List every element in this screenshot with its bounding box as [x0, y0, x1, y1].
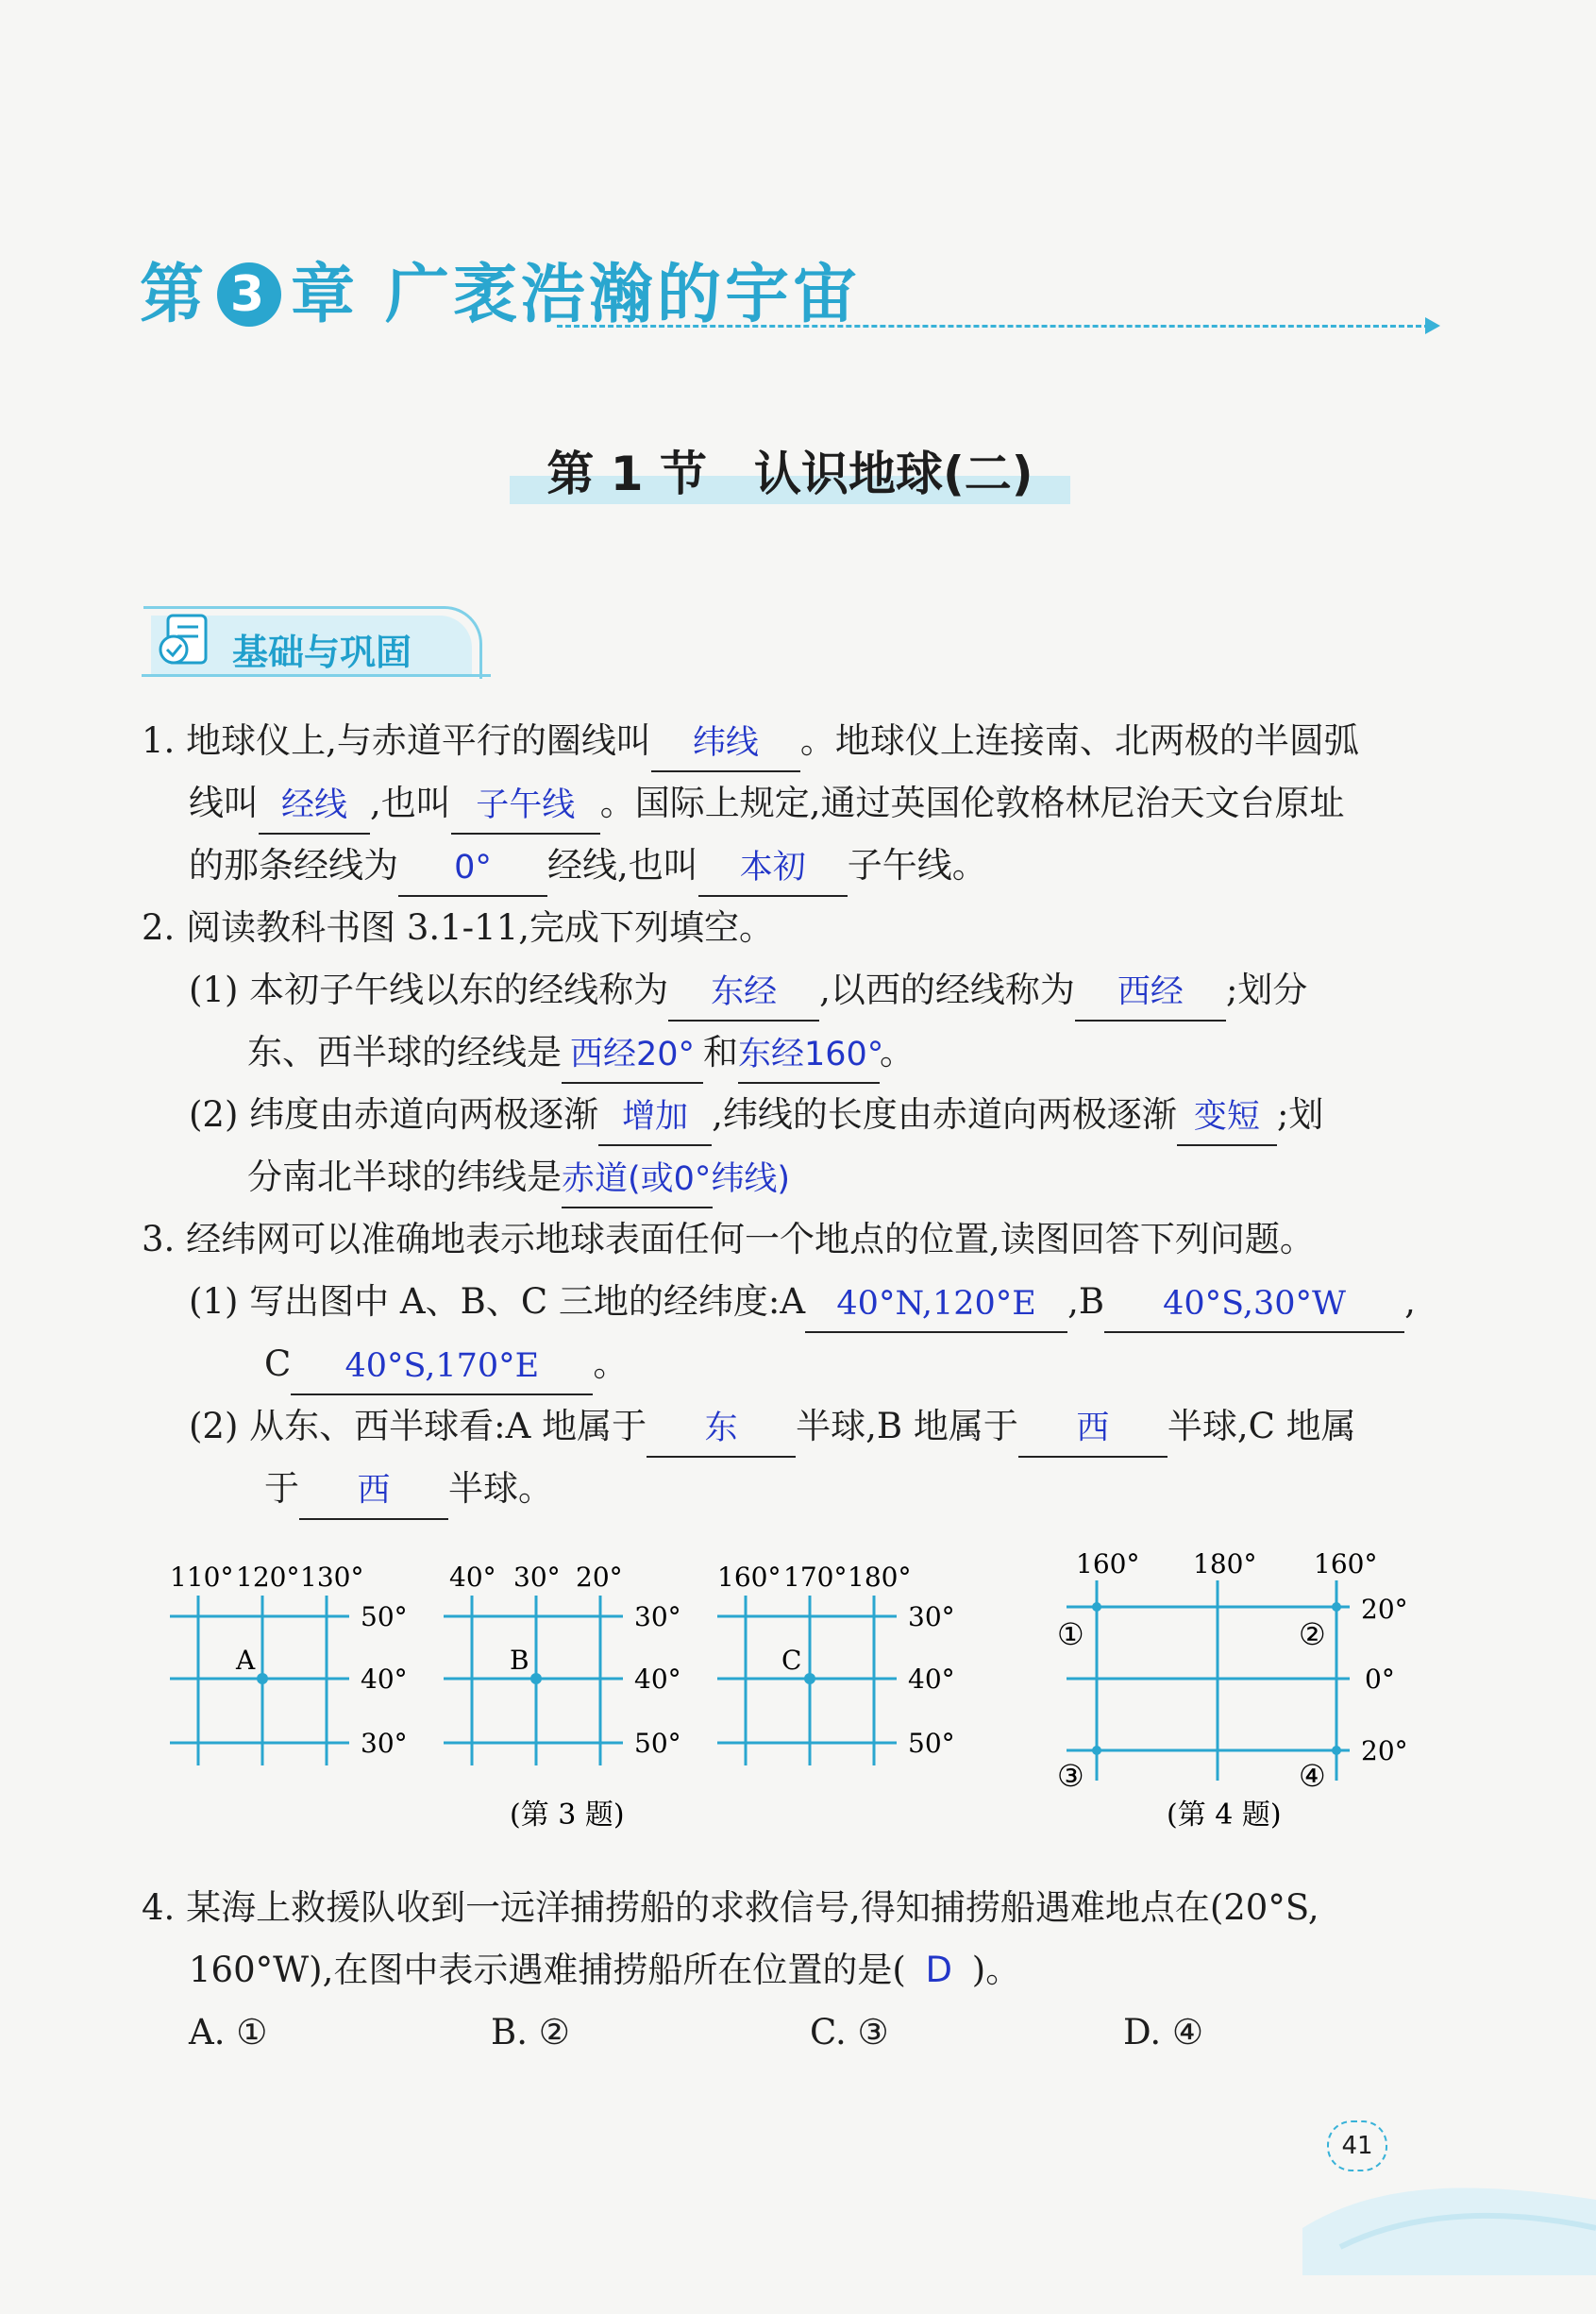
grid-c-right-label: 40° — [908, 1664, 955, 1695]
q1-answer-3: 子午线 — [476, 786, 576, 824]
grid-b-top-label: 30° — [513, 1562, 561, 1593]
q4-point-3-marker — [1092, 1746, 1101, 1755]
q1-blank-1 — [651, 723, 800, 772]
chapter-prefix: 第 — [140, 258, 209, 332]
q3-blank-3 — [291, 1346, 593, 1395]
q3-part2-line2 — [264, 1458, 553, 1520]
q3-part2-line1 — [189, 1395, 1356, 1458]
q4-answer: D — [925, 1950, 953, 1990]
q4-right-label: 20° — [1361, 1594, 1408, 1625]
grid-c-right-label: 30° — [908, 1601, 955, 1632]
q1-blank-2 — [259, 785, 370, 835]
q1-answer-4: 0° — [454, 849, 492, 887]
q1-text: 经线,也叫 — [547, 845, 698, 886]
grid-c-right-label: 50° — [908, 1728, 955, 1759]
q2-answer-5: 增加 — [622, 1098, 689, 1136]
q2-answer-6: 变短 — [1193, 1098, 1260, 1136]
q4-text: )。 — [971, 1950, 1021, 1990]
q2-text: 和 — [703, 1032, 738, 1073]
q1-line3 — [189, 835, 987, 897]
q3-answer-6: 西 — [357, 1472, 391, 1510]
q2-answer-1: 东经 — [711, 973, 778, 1011]
point-c-marker — [804, 1673, 815, 1684]
point-a-marker — [257, 1673, 268, 1684]
q3-text: 半球。 — [448, 1468, 553, 1509]
q1-text: 1. 地球仪上,与赤道平行的圈线叫 — [142, 720, 651, 761]
q2-blank-1 — [668, 972, 819, 1022]
q3-answer-1: 40°N,120°E — [836, 1285, 1036, 1323]
q4-figure-caption: (第 4 题) — [1167, 1799, 1282, 1832]
grid-a-right-label: 30° — [361, 1728, 408, 1759]
chapter-divider — [557, 325, 1430, 328]
q2-text: ;划分 — [1225, 970, 1308, 1010]
q2-blank-4 — [738, 1035, 884, 1084]
q4-top-label: 160° — [1076, 1548, 1140, 1579]
q4-point-4-label: ④ — [1299, 1758, 1326, 1794]
point-c-label: C — [781, 1645, 802, 1676]
grid-a-right-label: 40° — [361, 1664, 408, 1695]
q2-blank-5 — [598, 1097, 712, 1146]
q1-text: 线叫 — [189, 783, 259, 823]
page-number: 41 — [1327, 2120, 1387, 2171]
q2-text: 东、西半球的经线是 — [247, 1032, 562, 1073]
point-b-label: B — [510, 1645, 529, 1676]
q2-text: 分南北半球的纬线是 — [247, 1157, 562, 1197]
q2-text: (1) 本初子午线以东的经线称为 — [189, 970, 669, 1010]
q1-line2 — [189, 772, 1345, 835]
section-title: 第 1 节 认识地球(二) — [546, 447, 1033, 501]
q1-text: ,也叫 — [370, 783, 451, 823]
grid-a-top-label: 130° — [300, 1562, 364, 1593]
q4-option-c: C. ③ — [810, 2012, 889, 2052]
grid-b-top-label: 40° — [449, 1562, 496, 1593]
grid-c-top-label: 160° — [717, 1562, 781, 1593]
grid-b-right-label: 40° — [634, 1664, 681, 1695]
q2-blank-7 — [562, 1159, 791, 1208]
q4-top-label: 180° — [1193, 1548, 1257, 1579]
q3-text: (2) 从东、西半球看:A 地属于 — [189, 1406, 647, 1446]
q1-text: 子午线。 — [847, 845, 987, 886]
q2-text: (2) 纬度由赤道向两极逐渐 — [189, 1094, 599, 1135]
point-b-marker — [530, 1673, 542, 1684]
q4-stem-line2 — [189, 1939, 1020, 2002]
q4-figure — [1048, 1539, 1444, 1841]
q3-text: 半球,B 地属于 — [796, 1406, 1018, 1446]
q3-text: 半球,C 地属 — [1167, 1406, 1356, 1446]
chapter-number: 3 — [217, 262, 281, 327]
q4-top-label: 160° — [1314, 1548, 1378, 1579]
q4-point-2-marker — [1332, 1602, 1341, 1612]
q3-blank-4 — [647, 1409, 796, 1458]
badge-label: 基础与巩固 — [232, 632, 412, 673]
q4-option-a: A. ① — [189, 2012, 268, 2052]
q2-blank-2 — [1075, 972, 1226, 1022]
q2-answer-2: 西经 — [1117, 973, 1184, 1011]
q4-right-label: 0° — [1365, 1664, 1395, 1695]
q3-answer-5: 西 — [1076, 1410, 1110, 1447]
q3-blank-2 — [1104, 1284, 1404, 1333]
q3-text: C — [264, 1343, 292, 1384]
q2-text: ,以西的经线称为 — [819, 970, 1075, 1010]
q4-point-1-marker — [1092, 1602, 1101, 1612]
document-check-icon — [155, 612, 223, 672]
grid-a-top-label: 110° — [170, 1562, 234, 1593]
point-a-label: A — [236, 1645, 256, 1676]
q2-stem: 2. 阅读教科书图 3.1-11,完成下列填空。 — [142, 907, 775, 948]
grid-b-right-label: 50° — [634, 1728, 681, 1759]
q2-text: ,纬线的长度由赤道向两极逐渐 — [712, 1094, 1177, 1135]
q3-text: (1) 写出图中 A、B、C 三地的经纬度:A — [189, 1281, 806, 1322]
q2-part1-line2 — [247, 1022, 915, 1084]
divider-arrow-icon — [1425, 317, 1440, 334]
grid-c-top-label: 170° — [783, 1562, 848, 1593]
q1-answer-5: 本初 — [739, 849, 806, 887]
q4-option-b: B. ② — [491, 2012, 570, 2052]
q3-figure-caption: (第 3 题) — [510, 1799, 625, 1832]
q4-point-4-marker — [1332, 1746, 1341, 1755]
q4-text: 160°W),在图中表示遇难捕捞船所在位置的是( — [189, 1950, 906, 1990]
q1-blank-5 — [698, 848, 848, 897]
grid-a-top-label: 120° — [236, 1562, 300, 1593]
grid-c-top-label: 180° — [848, 1562, 912, 1593]
grid-b-top-label: 20° — [576, 1562, 623, 1593]
q2-answer-7: 赤道(或0°纬线) — [562, 1160, 791, 1198]
chapter-suffix: 章 — [291, 258, 360, 332]
q3-stem: 3. 经纬网可以准确地表示地球表面任何一个地点的位置,读图回答下列问题。 — [142, 1219, 1315, 1259]
footer-wave-decoration — [1302, 2162, 1596, 2275]
q1-text: 。国际上规定,通过英国伦敦格林尼治天文台原址 — [599, 783, 1345, 823]
q1-blank-4 — [398, 848, 547, 897]
q4-point-2-label: ② — [1299, 1616, 1326, 1652]
q2-part1-line1 — [189, 959, 1307, 1022]
q3-text: , — [1404, 1281, 1416, 1322]
q3-text: 于 — [264, 1468, 299, 1509]
q4-option-d: D. ④ — [1123, 2012, 1204, 2052]
q1-text: 的那条经线为 — [189, 845, 398, 886]
q3-part1-line2 — [264, 1333, 628, 1395]
q2-answer-3: 西经20° — [569, 1036, 696, 1073]
q2-text: 。 — [880, 1032, 915, 1073]
q3-text: ,B — [1067, 1281, 1105, 1322]
q2-part2-line2 — [247, 1146, 791, 1208]
q3-answer-4: 东 — [704, 1410, 738, 1447]
q1-blank-3 — [451, 785, 600, 835]
q2-answer-4: 东经160° — [738, 1036, 884, 1073]
q4-stem-line1: 4. 某海上救援队收到一远洋捕捞船的求救信号,得知捕捞船遇难地点在(20°S, — [142, 1887, 1319, 1928]
q4-grid — [1067, 1580, 1350, 1781]
q3-text: 。 — [593, 1343, 629, 1384]
chapter-heading — [140, 244, 861, 335]
q3-blank-5 — [1018, 1409, 1168, 1458]
q1-text: 。地球仪上连接南、北两极的半圆弧 — [799, 720, 1359, 761]
grid-a-right-label: 50° — [361, 1601, 408, 1632]
q3-blank-1 — [805, 1284, 1067, 1333]
q1-line1 — [142, 710, 1359, 772]
q3-part1-line1 — [189, 1271, 1416, 1333]
q3-figure — [160, 1558, 1010, 1841]
q4-point-3-label: ③ — [1057, 1758, 1084, 1794]
q2-blank-6 — [1177, 1097, 1277, 1146]
q3-answer-3: 40°S,170°E — [344, 1347, 540, 1385]
q4-point-1-label: ① — [1057, 1616, 1084, 1652]
q4-right-label: 20° — [1361, 1735, 1408, 1766]
q1-answer-1: 纬线 — [692, 724, 759, 762]
chapter-title: 广袤浩瀚的宇宙 — [385, 258, 862, 332]
q2-blank-3 — [562, 1035, 703, 1084]
q3-blank-6 — [299, 1471, 448, 1520]
q1-answer-2: 经线 — [280, 786, 347, 824]
q2-part2-line1 — [189, 1084, 1323, 1146]
q2-text: ;划 — [1276, 1094, 1324, 1135]
grid-b-right-label: 30° — [634, 1601, 681, 1632]
q3-answer-2: 40°S,30°W — [1163, 1285, 1347, 1323]
